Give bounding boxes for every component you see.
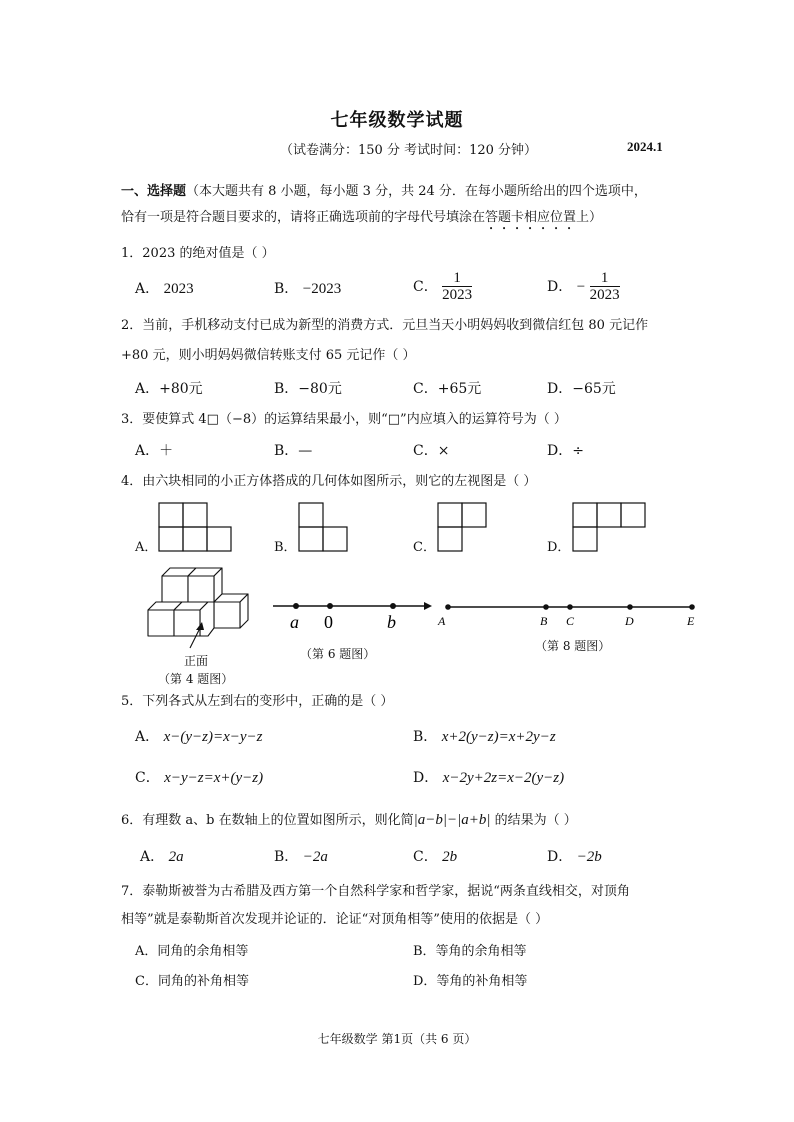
option-value: x−2y+2z=x−2(y−z) — [442, 770, 565, 786]
q5-option-d[interactable] — [413, 769, 564, 787]
exam-date: 2024.1 — [627, 139, 663, 154]
denominator: 2023 — [442, 287, 473, 303]
figure-6-caption: （第 6 题图） — [300, 647, 376, 661]
q1-option-d[interactable] — [547, 270, 620, 304]
option-label: A． — [135, 729, 160, 745]
option-label: A． — [140, 849, 165, 865]
q7-option-c[interactable]: C．同角的补角相等 — [135, 974, 249, 989]
fraction — [442, 270, 472, 304]
q6-option-c[interactable] — [413, 848, 457, 866]
q6-option-d[interactable] — [547, 848, 602, 866]
option-value: −2023 — [302, 281, 342, 297]
section-intro-line2 — [121, 209, 602, 233]
option-value: 2023 — [163, 281, 194, 297]
q3-option-a[interactable]: A．＋ — [135, 443, 174, 459]
figure-4-caption: （第 4 题图） — [158, 672, 234, 686]
q6-stem-post: 的结果为（ ） — [494, 813, 577, 828]
point-D: D — [625, 614, 634, 628]
option-label: C． — [413, 279, 438, 295]
q7-option-b[interactable]: B．等角的余角相等 — [413, 944, 527, 959]
label-a: a — [290, 612, 299, 632]
section-intro-line1 — [121, 183, 647, 201]
q4-view-b — [298, 502, 354, 552]
figure-6-number-line — [270, 596, 436, 636]
section-heading: 一、选择题 — [121, 184, 187, 199]
option-value: x−y−z=x+(y−z) — [164, 770, 264, 786]
q4-option-c[interactable]: C． — [413, 540, 436, 555]
question-6-stem — [121, 811, 577, 830]
q4-view-c — [437, 502, 493, 552]
intro-emphasis: 答题卡相应位置 — [485, 210, 577, 225]
q4-solid-figure — [144, 562, 254, 658]
q3-option-b[interactable]: B．— — [274, 443, 313, 459]
question-2-stem-line1: 2．当前，手机移动支付已成为新型的消费方式．元旦当天小明妈妈收到微信红包 80 元记作 — [121, 318, 649, 333]
q4-option-d[interactable]: D． — [547, 540, 571, 555]
q2-option-a[interactable]: A．+80元 — [135, 381, 203, 397]
q4-view-a — [158, 502, 238, 552]
option-label: B． — [274, 849, 299, 865]
option-label: D． — [547, 849, 573, 865]
question-7-stem-line1: 7．泰勒斯被誉为古希腊及西方第一个自然科学家和哲学家，据说“两条直线相交，对顶角 — [121, 884, 630, 899]
option-label: D． — [413, 770, 439, 786]
label-b: b — [387, 612, 396, 632]
option-value: x−(y−z)=x−y−z — [163, 729, 263, 745]
question-2-stem-line2: +80 元，则小明妈妈微信转账支付 65 元记作（ ） — [121, 348, 416, 363]
point-A: A — [438, 614, 446, 628]
option-value: −2b — [576, 849, 602, 865]
point-E: E — [687, 614, 695, 628]
option-label: B． — [274, 281, 299, 297]
q4-option-b[interactable]: B． — [274, 540, 297, 555]
option-label: C． — [135, 770, 160, 786]
page-title: 七年级数学试题 — [330, 110, 464, 131]
section-intro-text: （本大题共有 8 小题，每小题 3 分，共 24 分．在每小题所给出的四个选项中， — [186, 184, 647, 199]
point-B: B — [540, 614, 548, 628]
intro-text-c: 上） — [576, 210, 603, 225]
q5-option-b[interactable] — [413, 728, 556, 746]
numerator: 1 — [590, 270, 620, 287]
q7-option-d[interactable]: D．等角的补角相等 — [413, 974, 528, 989]
option-label: B． — [413, 729, 438, 745]
figure-8-segment — [436, 598, 702, 632]
option-value: 2b — [442, 849, 458, 865]
exam-info: （试卷满分：150 分 考试时间：120 分钟） — [280, 143, 538, 158]
denominator: 2023 — [589, 287, 620, 303]
question-4-stem: 4．由六块相同的小正方体搭成的几何体如图所示，则它的左视图是（ ） — [121, 474, 537, 489]
option-value: x+2(y−z)=x+2y−z — [441, 729, 556, 745]
q2-option-c[interactable]: C．+65元 — [413, 381, 482, 397]
option-value: −2a — [302, 849, 328, 865]
option-label: A． — [135, 281, 160, 297]
fraction — [590, 270, 620, 304]
q6-option-b[interactable] — [274, 848, 328, 866]
q2-option-d[interactable]: D．−65元 — [547, 381, 616, 397]
point-C: C — [566, 614, 575, 628]
question-7-stem-line2: 相等”就是泰勒斯首次发现并论证的．论证“对顶角相等”使用的依据是（ ） — [121, 912, 549, 927]
q4-view-d — [572, 502, 652, 552]
option-label: D． — [547, 279, 573, 295]
q1-option-b[interactable] — [274, 280, 341, 298]
q2-option-b[interactable]: B．−80元 — [274, 381, 342, 397]
option-label: C． — [413, 849, 438, 865]
page-footer: 七年级数学 第1页（共 6 页） — [317, 1032, 477, 1046]
front-label: 正面 — [184, 654, 209, 668]
q7-option-a[interactable]: A．同角的余角相等 — [135, 944, 249, 959]
question-3-stem: 3．要使算式 4□（−8）的运算结果最小，则“□”内应填入的运算符号为（ ） — [121, 412, 567, 427]
q1-option-a[interactable] — [135, 280, 194, 298]
question-5-stem: 5．下列各式从左到右的变形中，正确的是（ ） — [121, 694, 394, 709]
q5-option-c[interactable] — [135, 769, 263, 787]
q3-option-c[interactable]: C．× — [413, 443, 450, 459]
numerator: 1 — [442, 270, 472, 287]
q5-option-a[interactable] — [135, 728, 262, 746]
option-value: 2a — [168, 849, 184, 865]
q6-expression: |a−b|−|a+b| — [413, 812, 491, 828]
q4-option-a[interactable]: A． — [135, 540, 158, 555]
question-1-stem: 1．2023 的绝对值是（ ） — [121, 246, 275, 261]
q6-option-a[interactable] — [140, 848, 184, 866]
q6-stem-pre: 6．有理数 a、b 在数轴上的位置如图所示，则化简 — [121, 813, 414, 828]
figure-8-caption: （第 8 题图） — [535, 639, 611, 653]
label-zero: 0 — [324, 612, 333, 632]
intro-text-a: 恰有一项是符合题目要求的，请将正确选项前的字母代号填涂在 — [121, 210, 486, 225]
q1-option-c[interactable] — [413, 270, 472, 304]
q3-option-d[interactable]: D．÷ — [547, 443, 584, 459]
minus-sign: − — [576, 279, 586, 295]
